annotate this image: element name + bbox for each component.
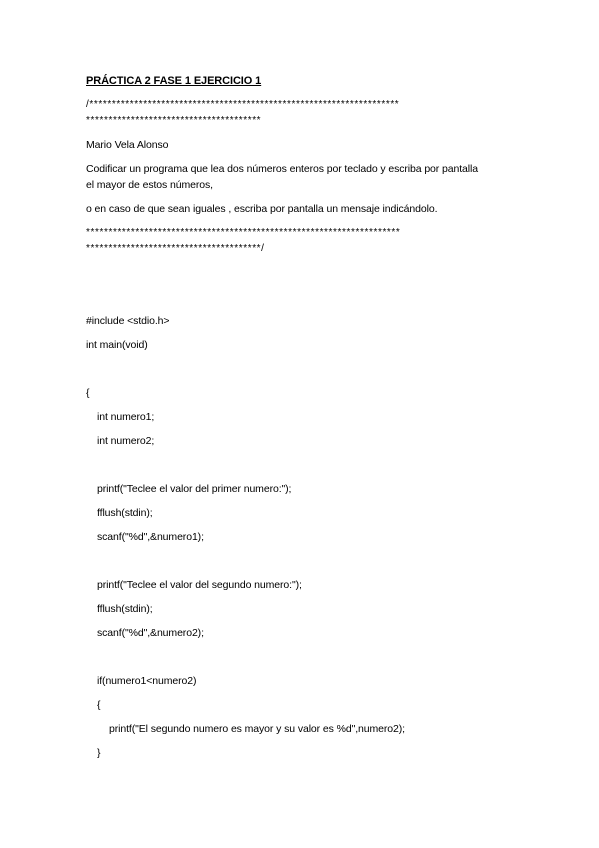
code-printf-result: printf("El segundo numero es mayor y su valor es %d",numero2); <box>109 723 405 735</box>
author-name: Mario Vela Alonso <box>86 139 169 151</box>
code-if-condition: if(numero1<numero2) <box>97 675 197 687</box>
comment-close-line-1: ********************************************************************** <box>86 227 401 238</box>
code-printf-second: printf("Teclee el valor del segundo numero:"); <box>97 579 302 591</box>
description-line-2: el mayor de estos números, <box>86 179 213 191</box>
comment-close-line-2: ***************************************/ <box>86 243 265 254</box>
description-line-3: o en caso de que sean iguales , escriba por pantalla un mensaje indicándolo. <box>86 203 438 215</box>
comment-open-line-1: /********************************************************************* <box>86 99 400 110</box>
code-main-signature: int main(void) <box>86 339 148 351</box>
code-fflush-first: fflush(stdin); <box>97 507 153 519</box>
code-decl-numero2: int numero2; <box>97 435 155 447</box>
page-title: PRÁCTICA 2 FASE 1 EJERCICIO 1 <box>86 75 262 87</box>
description-line-1: Codificar un programa que lea dos números enteros por teclado y escriba por pantalla <box>86 163 478 175</box>
code-brace-open: { <box>86 387 90 399</box>
code-scanf-first: scanf("%d",&numero1); <box>97 531 204 543</box>
code-printf-first: printf("Teclee el valor del primer numero:"); <box>97 483 292 495</box>
code-scanf-second: scanf("%d",&numero2); <box>97 627 204 639</box>
code-include: #include <stdio.h> <box>86 315 170 327</box>
comment-open-line-2: *************************************** <box>86 115 262 126</box>
code-if-brace-open: { <box>97 699 101 711</box>
code-if-brace-close: } <box>97 747 101 759</box>
code-fflush-second: fflush(stdin); <box>97 603 153 615</box>
code-decl-numero1: int numero1; <box>97 411 155 423</box>
